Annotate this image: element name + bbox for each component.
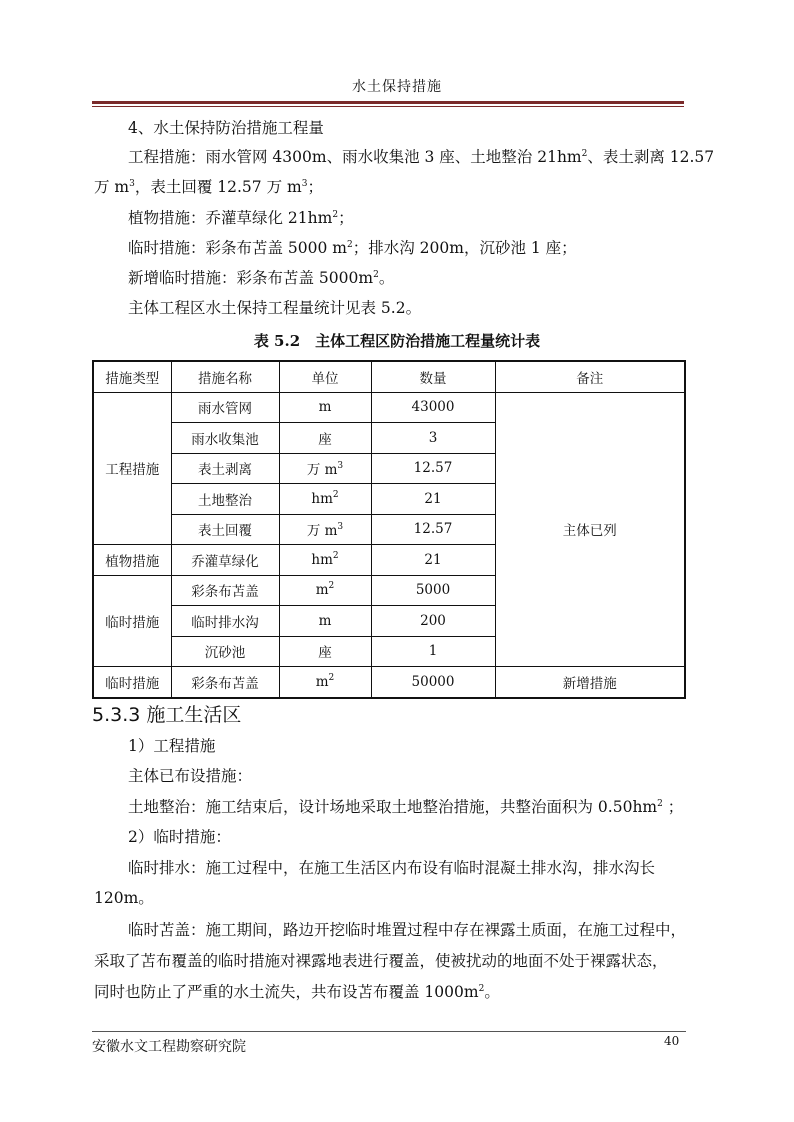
type-cell: 临时措施: [93, 667, 171, 698]
qty-cell: 200: [371, 606, 495, 637]
table-row: [93, 392, 685, 423]
header-cell: 备注: [495, 361, 685, 392]
name-cell: 沉砂池: [171, 636, 279, 667]
name-cell: 彩条布苫盖: [171, 667, 279, 698]
cover-line-3: 同时也防止了严重的水土流失，共布设苫布覆盖 $1000m^2$。: [94, 983, 500, 1001]
item1-heading: 1）工程措施: [128, 737, 216, 755]
cover-line-2: 采取了苫布覆盖的临时措施对裸露地表进行覆盖，使被扰动的地面不处于裸露状态，: [94, 952, 668, 970]
name-cell: 临时排水沟: [171, 606, 279, 637]
name-cell: 表土回覆: [171, 514, 279, 545]
qty-cell: 1: [371, 636, 495, 667]
unit-cell: m: [279, 392, 371, 423]
name-cell: 表土剥离: [171, 453, 279, 484]
item2-heading: 2）临时措施：: [128, 828, 231, 846]
header-cell: 措施名称: [171, 361, 279, 392]
engineering-measures-line1: 工程措施：雨水管网 4300m、雨水收集池 3 座、土地整治 $21hm^2$、表土剥离 12.57: [128, 148, 715, 166]
note-cell: 新增措施: [495, 667, 685, 698]
unit-cell: 座: [279, 636, 371, 667]
qty-cell: 43000: [371, 392, 495, 423]
qty-cell: 12.57: [371, 453, 495, 484]
header-rule: [92, 101, 684, 104]
name-cell: 乔灌草绿化: [171, 545, 279, 576]
qty-cell: 21: [371, 545, 495, 576]
summary-line: 主体工程区水土保持工程量统计见表 5.2。: [128, 299, 422, 317]
footer-organization: 安徽水文工程勘察研究院: [92, 1039, 246, 1055]
temporary-measures-line: 临时措施：彩条布苫盖 5000 $m^2$；排水沟 200m，沉砂池 1 座；: [128, 239, 577, 257]
drain-line-1: 临时排水：施工过程中，在施工生活区内布设有临时混凝土排水沟，排水沟长: [128, 859, 656, 877]
type-cell: 植物措施: [93, 545, 171, 576]
engineering-measures-line2: 万 $m^3$，表土回覆 12.57 万 $m^3$；: [94, 178, 323, 196]
qty-cell: 21: [371, 484, 495, 515]
qty-cell: 3: [371, 423, 495, 454]
qty-cell: 50000: [371, 667, 495, 698]
table-header-row: [93, 361, 685, 392]
land-rehab-line: 土地整治：施工结束后，设计场地采取土地整治措施，共整治面积为 $0.50hm^2$ ；: [128, 798, 684, 816]
name-cell: 彩条布苫盖: [171, 575, 279, 606]
unit-cell: 万 $m^3$: [279, 514, 371, 545]
unit-cell: 座: [279, 423, 371, 454]
name-cell: 雨水收集池: [171, 423, 279, 454]
new-temporary-measures-line: 新增临时措施：彩条布苫盖 $5000m^2$。: [128, 269, 395, 287]
name-cell: 土地整治: [171, 484, 279, 515]
footer-rule: [92, 1031, 686, 1032]
section-title: 5.3.3 施工生活区: [92, 704, 242, 726]
intro-heading: 4、水土保持防治措施工程量: [128, 119, 324, 137]
header-rule-thin: [92, 106, 684, 107]
note-cell: 主体已列: [495, 392, 685, 667]
page-header-title: 水土保持措施: [352, 79, 442, 95]
page-number: 40: [664, 1034, 680, 1048]
drain-line-2: 120m。: [94, 889, 154, 907]
header-cell: 措施类型: [93, 361, 171, 392]
header-cell: 数量: [371, 361, 495, 392]
table-row: [93, 667, 685, 698]
type-cell: 临时措施: [93, 575, 171, 667]
header-cell: 单位: [279, 361, 371, 392]
item1-subheading: 主体已布设措施：: [128, 767, 253, 785]
name-cell: 雨水管网: [171, 392, 279, 423]
plant-measures-line: 植物措施：乔灌草绿化 $21hm^2$；: [128, 209, 354, 227]
unit-cell: $m^2$: [279, 575, 371, 606]
qty-cell: 5000: [371, 575, 495, 606]
cover-line-1: 临时苫盖：施工期间，路边开挖临时堆置过程中存在裸露土质面，在施工过程中，: [128, 921, 687, 939]
table-caption: 表 5.2 主体工程区防治措施工程量统计表: [253, 332, 541, 350]
quantity-table: [92, 360, 686, 699]
type-cell: 工程措施: [93, 392, 171, 545]
unit-cell: $hm^2$: [279, 484, 371, 515]
qty-cell: 12.57: [371, 514, 495, 545]
unit-cell: 万 $m^3$: [279, 453, 371, 484]
unit-cell: $m^2$: [279, 667, 371, 698]
unit-cell: m: [279, 606, 371, 637]
unit-cell: $hm^2$: [279, 545, 371, 576]
